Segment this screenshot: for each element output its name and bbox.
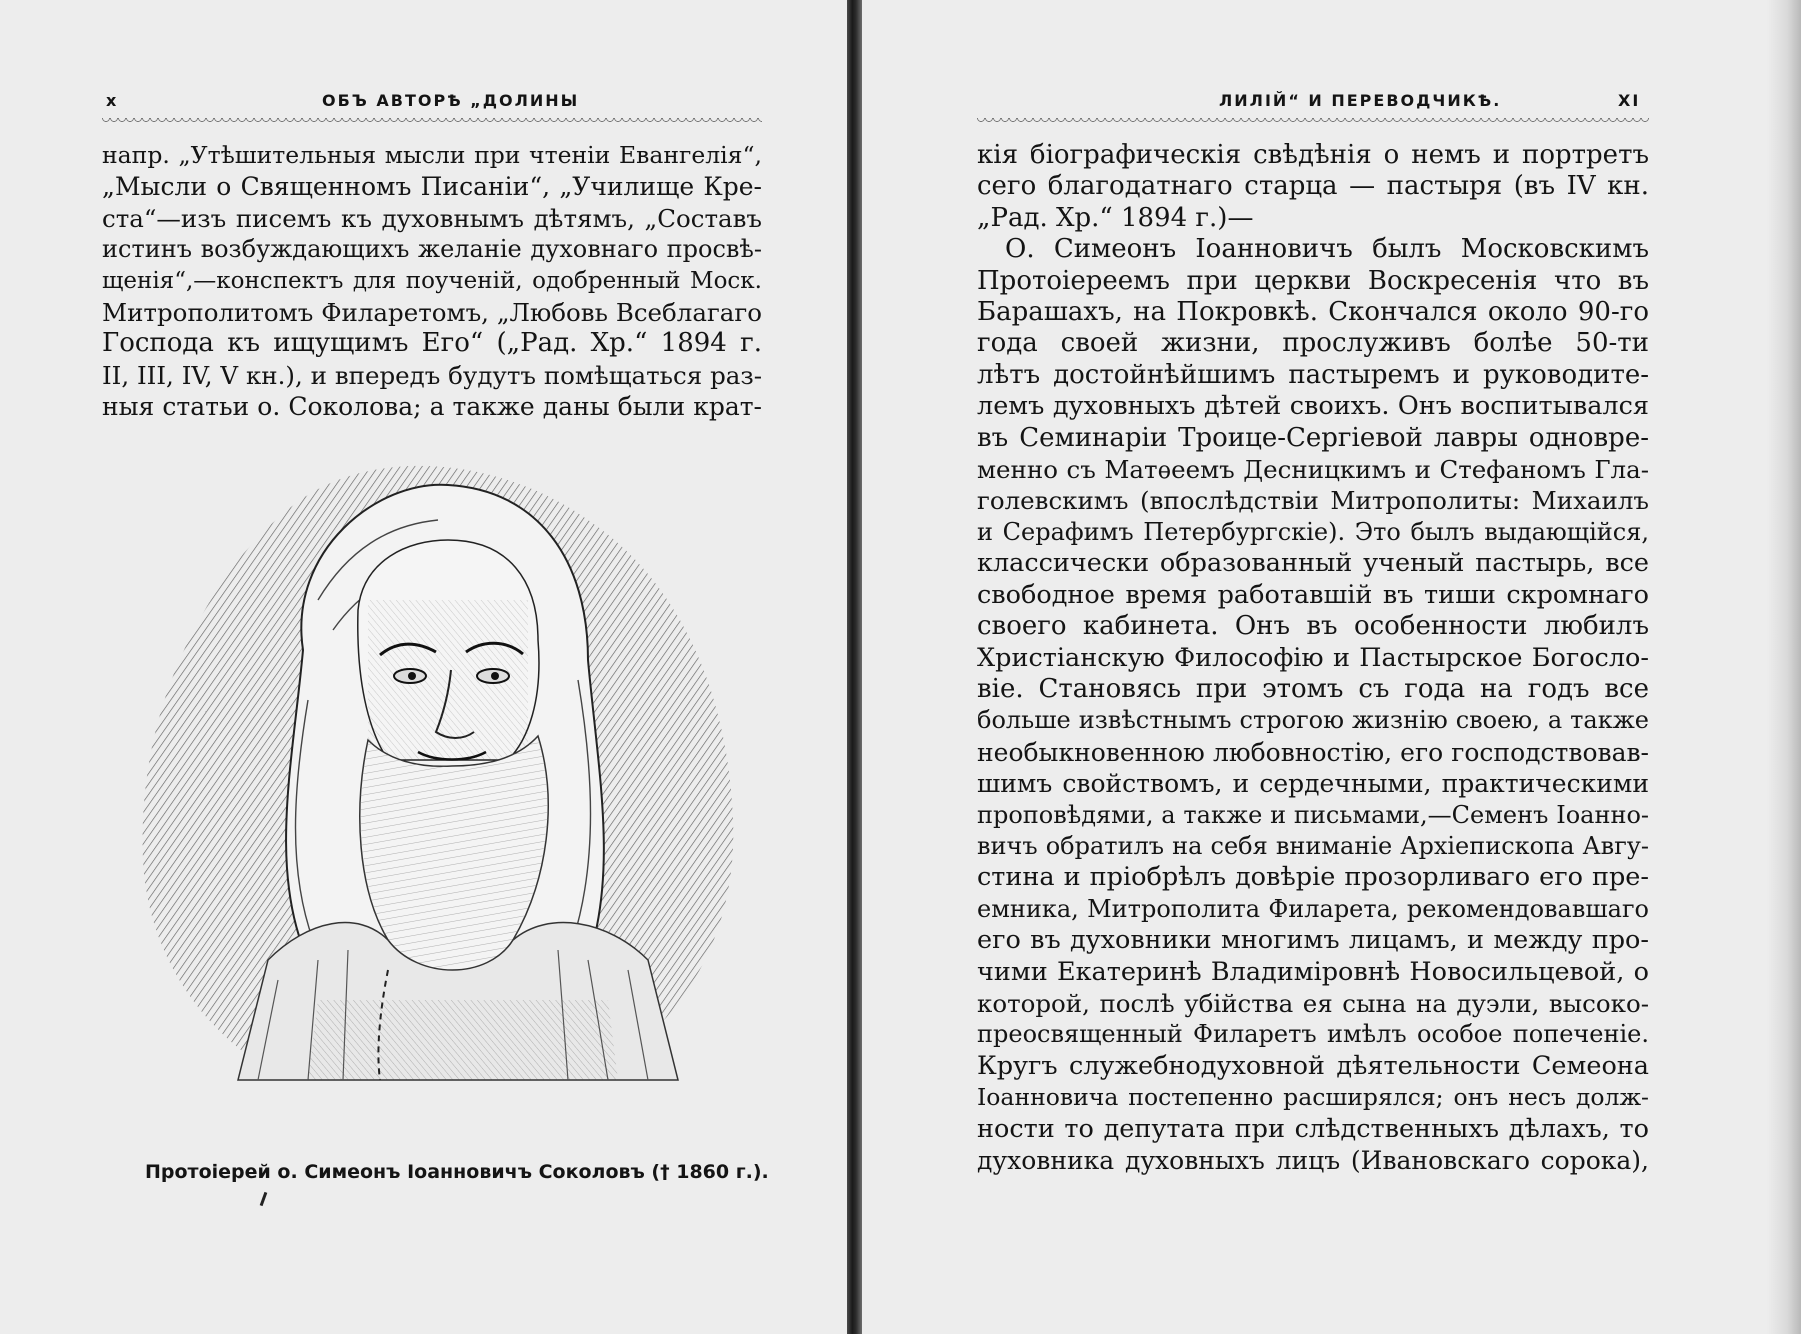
text-line: Митрополитомъ Филаретомъ, „Любовь Всеблагаго bbox=[102, 298, 762, 328]
text-line: „Мысли о Священномъ Писаніи“, „Училище Кре- bbox=[102, 172, 762, 202]
text-line: Протоіереемъ при церкви Воскресенія что въ bbox=[977, 265, 1649, 296]
text-line: емника, Митрополита Филарета, рекомендовавшаго bbox=[977, 894, 1649, 923]
text-line: преосвященный Филаретъ имѣлъ особое попеченіе. bbox=[977, 1020, 1649, 1049]
book-spine bbox=[847, 0, 862, 1334]
text-line: II, III, IV, V кн.), и впередъ будутъ помѣщаться раз- bbox=[102, 360, 762, 390]
text-line: голевскимъ (впослѣдствіи Митрополиты: Михаилъ bbox=[977, 486, 1649, 516]
page-number-left: x bbox=[106, 91, 119, 110]
text-line: шимъ свойствомъ, и сердечными, практическими bbox=[977, 769, 1649, 799]
text-line: Кругъ служебнодуховной дѣятельности Семеона bbox=[977, 1050, 1649, 1081]
text-line: „Рад. Хр.“ 1894 г.)— bbox=[977, 202, 1254, 233]
text-line: истинъ возбуждающихъ желаніе духовнаго просвѣ- bbox=[102, 235, 762, 264]
text-line: необыкновенною любовностію, его господствовав- bbox=[977, 737, 1649, 767]
text-line: стина и пріобрѣлъ довѣріе прозорливаго его пре- bbox=[977, 862, 1649, 893]
text-line: своего кабинета. Онъ въ особенности любилъ bbox=[977, 611, 1649, 642]
text-line: менно съ Матѳеемъ Десницкимъ и Стефаномъ Гла- bbox=[977, 455, 1649, 485]
text-line: напр. „Утѣшительныя мысли при чтеніи Евангелія“, bbox=[102, 141, 762, 169]
text-line: лемъ духовныхъ дѣтей своихъ. Онъ воспитывался bbox=[977, 391, 1649, 422]
text-line: и Серафимъ Петербургскіе). Это былъ выдающійся, bbox=[977, 517, 1649, 546]
text-line: сего благодатнаго старца — пастыря (въ IV кн. bbox=[977, 171, 1649, 202]
text-line: віе. Становясь при этомъ съ года на годъ все bbox=[977, 673, 1649, 704]
portrait-caption: Протоіерей о. Симеонъ Іоанновичъ Соколовъ († 1860 г.). bbox=[145, 1161, 769, 1183]
text-line: ности то депутата при слѣдственныхъ дѣлахъ, то bbox=[977, 1113, 1649, 1144]
page-number-right: XI bbox=[1618, 91, 1641, 110]
text-line: классически образованный ученый пастырь, все bbox=[977, 548, 1649, 579]
text-line: Господа къ ищущимъ Его“ („Рад. Хр.“ 1894 г. bbox=[102, 328, 762, 359]
text-line: Барашахъ, на Покровкѣ. Скончался около 90-го bbox=[977, 297, 1649, 328]
text-line: Іоанновича постепенно расширялся; онъ несъ долж- bbox=[977, 1083, 1649, 1112]
right-body-text bbox=[977, 140, 1649, 1176]
text-line: свободное время работавшій въ тиши скромнаго bbox=[977, 579, 1649, 610]
text-line: духовника духовныхъ лицъ (Ивановскаго сорока), bbox=[977, 1146, 1649, 1175]
text-line: щенія“,—конспектъ для поученій, одобренный Моск. bbox=[102, 267, 762, 294]
page-edge-shadow bbox=[1767, 0, 1801, 1334]
text-line: кія біографическія свѣдѣнія о немъ и портретъ bbox=[977, 140, 1649, 170]
header-rule-right bbox=[977, 118, 1649, 124]
text-line: его въ духовники многимъ лицамъ, и между про- bbox=[977, 925, 1649, 956]
text-line: Христіанскую Философію и Пастырское Богосло- bbox=[977, 642, 1649, 673]
text-line: ста“—изъ писемъ къ духовнымъ дѣтямъ, „Составъ bbox=[102, 203, 762, 233]
text-line: проповѣдями, а также и письмами,—Семенъ Іоанно- bbox=[977, 800, 1649, 829]
right-page bbox=[862, 0, 1801, 1334]
text-line: въ Семинаріи Троице-Сергіевой лавры одновре- bbox=[977, 422, 1649, 453]
running-head-left: ОБЪ АВТОРѢ „ДОЛИНЫ bbox=[322, 91, 580, 110]
left-body-text bbox=[102, 140, 762, 423]
text-line: О. Симеонъ Іоанновичъ былъ Московскимъ bbox=[1005, 234, 1649, 265]
text-line: лѣтъ достойнѣйшимъ пастыремъ и руководите- bbox=[977, 359, 1649, 390]
text-line: чими Екатеринѣ Владиміровнѣ Новосильцевой, о bbox=[977, 956, 1649, 987]
text-line: года своей жизни, прослуживъ болѣе 50-ти bbox=[977, 328, 1649, 359]
portrait-engraving bbox=[118, 440, 758, 1110]
text-line: больше извѣстнымъ строгою жизнію своею, а также bbox=[977, 706, 1649, 735]
left-page bbox=[0, 0, 847, 1334]
ink-mark bbox=[260, 1192, 268, 1206]
running-head-right: ЛИЛІЙ“ И ПЕРЕВОДЧИКѢ. bbox=[1219, 91, 1502, 110]
text-line: вичъ обратилъ на себя вниманіе Архіепископа Авгу- bbox=[977, 831, 1649, 860]
text-line: которой, послѣ убійства ея сына на дуэли, высоко- bbox=[977, 988, 1649, 1018]
text-line: ныя статьи о. Соколова; а также даны были крат- bbox=[102, 392, 762, 422]
header-rule-left bbox=[102, 118, 762, 124]
